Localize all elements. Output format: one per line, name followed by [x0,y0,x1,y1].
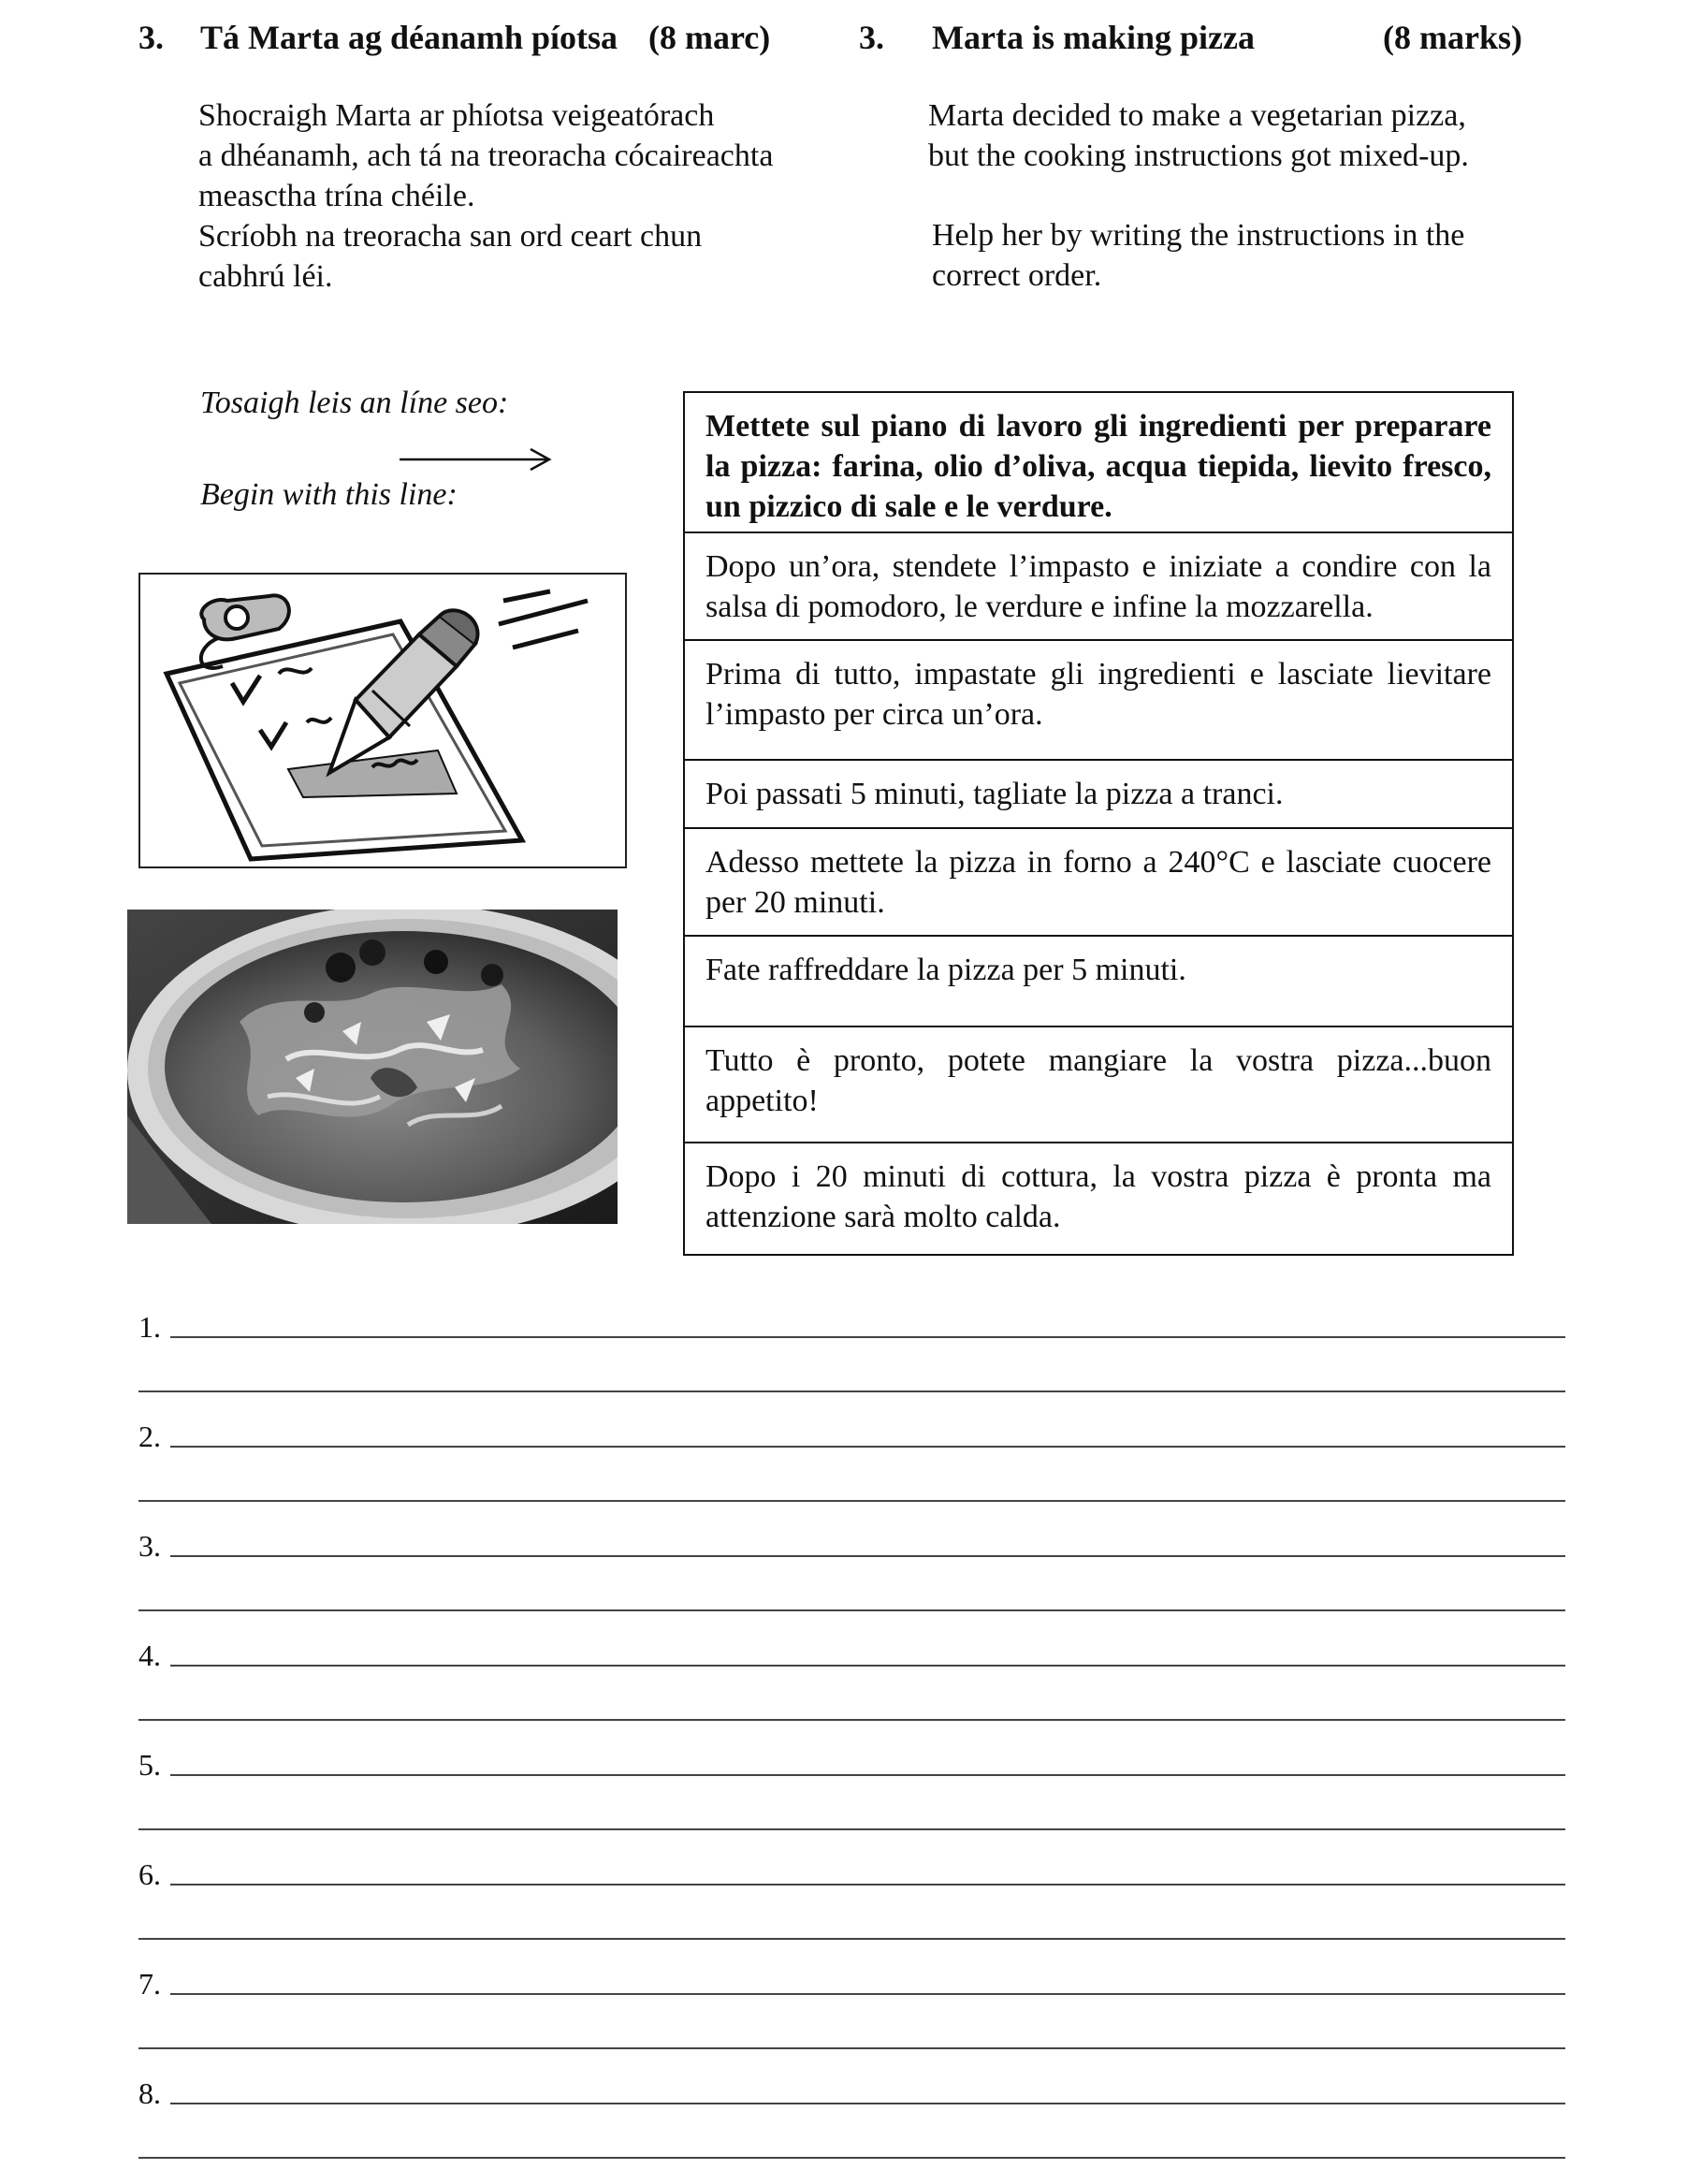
hint-irish: Tosaigh leis an líne seo: [200,386,509,420]
answer-line[interactable] [170,1446,1565,1448]
instruction-text: Dopo i 20 minuti di cottura, la vostra pizza è pronta ma attenzione sarà molto calda. [684,1143,1513,1255]
answer-number: 5. [138,1748,161,1782]
instruction-text: Prima di tutto, impastate gli ingredienti e lasciate lievitare l’impasto per circa un’ora. [684,640,1513,760]
instruction-text: Tutto è pronto, potete mangiare la vostra pizza...buon appetito! [684,1026,1513,1143]
hint-english: Begin with this line: [200,477,458,512]
answer-number: 4. [138,1638,161,1672]
instruction-text: Fate raffreddare la pizza per 5 minuti. [684,936,1513,1026]
answer-line[interactable] [138,1390,1565,1392]
answer-line[interactable] [170,1336,1565,1338]
english-instructions-1 [928,95,1469,176]
answer-number: 6. [138,1857,161,1891]
answer-line[interactable] [138,1719,1565,1721]
pizza-photo-icon [127,910,618,1224]
irish-line: measctha trína chéile. [198,179,475,213]
answer-line[interactable] [170,1993,1565,1995]
answer-line[interactable] [138,1828,1565,1830]
right-heading-marks: (8 marks) [1383,19,1522,56]
irish-line: a dhéanamh, ach tá na treoracha cócaireachta [198,138,774,173]
instruction-row [684,1026,1513,1143]
answer-line[interactable] [138,1938,1565,1940]
arrow-right-icon [398,445,557,473]
answer-line[interactable] [170,1884,1565,1886]
answer-number: 8. [138,2076,161,2110]
instruction-row [684,936,1513,1026]
irish-line: cabhrú léi. [198,259,333,294]
instruction-row [684,1143,1513,1255]
right-heading-title: Marta is making pizza [932,19,1255,56]
instruction-row [684,828,1513,936]
english-line: but the cooking instructions got mixed-up. [928,138,1469,173]
english-line: Marta decided to make a vegetarian pizza, [928,98,1466,133]
left-heading-number: 3. [138,19,164,56]
answer-line[interactable] [170,1665,1565,1667]
instruction-text: Dopo un’ora, stendete l’impasto e iniziate a condire con la salsa di pomodoro, le verdure e infine la mozzarella. [684,532,1513,640]
left-heading-title: Tá Marta ag déanamh píotsa [200,19,618,56]
irish-instructions [198,95,773,297]
answer-line[interactable] [138,1500,1565,1502]
irish-line: Shocraigh Marta ar phíotsa veigeatórach [198,98,715,133]
instruction-row [684,760,1513,828]
left-heading-marks: (8 marc) [648,19,771,56]
answer-number: 2. [138,1420,161,1453]
answer-line[interactable] [170,1774,1565,1776]
instruction-row [684,532,1513,640]
irish-line: Scríobh na treoracha san ord ceart chun [198,219,703,254]
answer-line[interactable] [138,2157,1565,2159]
answer-line[interactable] [138,2047,1565,2049]
instruction-text: Poi passati 5 minuti, tagliate la pizza a tranci. [684,760,1513,828]
right-heading-number: 3. [859,19,884,56]
answer-number: 7. [138,1967,161,2001]
instruction-text: Mettete sul piano di lavoro gli ingredienti per preparare la pizza: farina, olio d’oliva, acqua tiepida, lievito fresco, un pizzico di sale e le verdure. [684,392,1513,532]
answer-number: 1. [138,1310,161,1344]
clipboard-pencil-clipart-icon [138,573,627,868]
answer-line[interactable] [138,1609,1565,1611]
instruction-row [684,640,1513,760]
english-instructions-2 [932,215,1464,296]
answer-number: 3. [138,1529,161,1563]
english-line: correct order. [932,258,1102,293]
instruction-row [684,392,1513,532]
answer-line[interactable] [170,1555,1565,1557]
instruction-text: Adesso mettete la pizza in forno a 240°C e lasciate cuocere per 20 minuti. [684,828,1513,936]
answer-line[interactable] [170,2103,1565,2104]
english-line: Help her by writing the instructions in the [932,218,1465,253]
instructions-table [683,391,1514,1256]
